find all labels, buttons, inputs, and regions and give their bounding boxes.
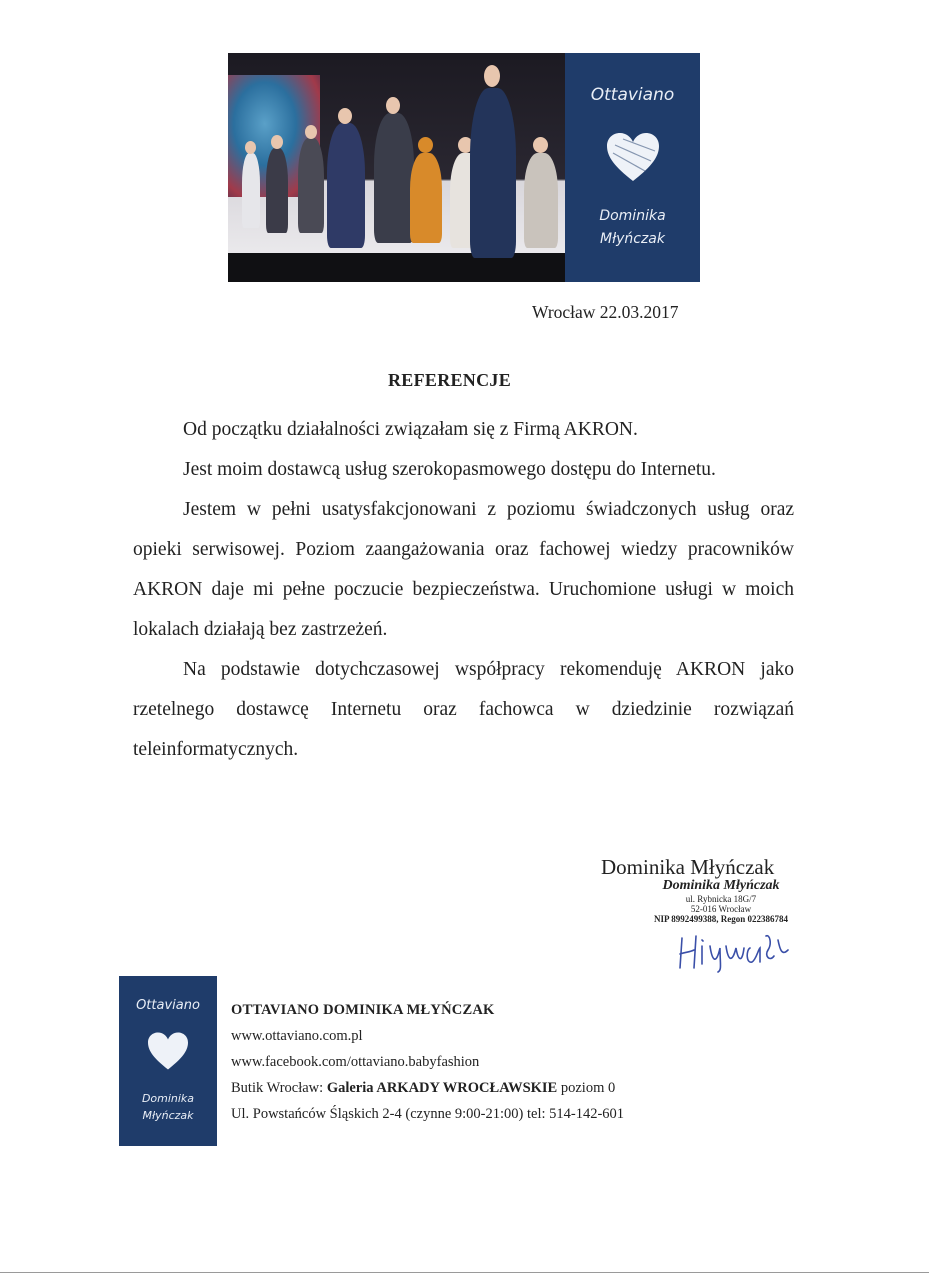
page-bottom-rule	[0, 1272, 929, 1273]
brand-logo-top-text: Ottaviano	[590, 85, 675, 105]
footer-boutique-suffix: poziom 0	[557, 1080, 616, 1096]
stamp-street: ul. Rybnicka 18G/7	[685, 894, 757, 904]
footer-company-name: OTTAVIANO DOMINIKA MŁYŃCZAK	[231, 1002, 495, 1018]
header-banner	[228, 53, 700, 282]
footer-address: Ul. Powstańców Śląskich 2-4 (czynne 9:00-21:00) tel: 514-142-601	[231, 1106, 625, 1122]
footer-boutique-prefix: Butik Wrocław:	[231, 1080, 327, 1096]
paragraph-4: Na podstawie dotychczasowej współpracy rekomenduję AKRON jako rzetelnego dostawcę Internetu oraz fachowca w dziedzinie rozwiązań teleinformatycznych.	[133, 659, 794, 760]
paragraph-3: Jestem w pełni usatysfakcjonowani z poziomu świadczonych usług oraz opieki serwisowej. Poziom zaangażowania oraz fachowej wiedzy pracowników AKRON daje mi pełne poczucie bezpieczeństwa. Uruchomione usługi w moich lokalach działają bez zastrzeżeń.	[133, 499, 794, 640]
footer-boutique	[231, 1080, 624, 1106]
footer-logo-bottom-text-1: Dominika	[141, 1092, 195, 1105]
heart-icon	[605, 131, 661, 183]
footer-facebook: www.facebook.com/ottaviano.babyfashion	[231, 1054, 480, 1070]
signatory-name: Dominika Młyńczak	[601, 855, 775, 879]
footer-heart-icon	[146, 1031, 190, 1071]
brand-logo-bottom-text-2: Młyńczak	[600, 231, 665, 247]
letter-body	[133, 410, 794, 770]
stamp-name: Dominika Młyńczak	[662, 878, 780, 893]
brand-logo	[565, 53, 700, 282]
handwritten-signature	[676, 930, 796, 974]
footer-contact-info	[231, 1002, 624, 1132]
footer-website: www.ottaviano.com.pl	[231, 1028, 363, 1044]
stage-floor	[228, 253, 565, 282]
footer-brand-logo	[119, 976, 217, 1146]
footer-logo-top-text: Ottaviano	[136, 998, 200, 1013]
footer-boutique-name: Galeria ARKADY WROCŁAWSKIE	[326, 1080, 558, 1096]
footer-logo-bottom-text-2: Młyńczak	[142, 1109, 194, 1122]
brand-logo-bottom-text-1: Dominika	[599, 208, 666, 224]
runway-photo	[228, 53, 565, 282]
paragraph-1: Od początku działalności związałam się z Firmą AKRON.	[183, 419, 638, 440]
letter-date: Wrocław 22.03.2017	[532, 302, 679, 322]
stamp-city: 52-016 Wrocław	[690, 904, 752, 914]
paragraph-2: Jest moim dostawcą usług szerokopasmowego dostępu do Internetu.	[183, 459, 716, 480]
company-stamp	[630, 878, 812, 924]
stamp-ids: NIP 8992499388, Regon 022386784	[653, 914, 788, 924]
letter-title: REFERENCJE	[388, 370, 512, 390]
